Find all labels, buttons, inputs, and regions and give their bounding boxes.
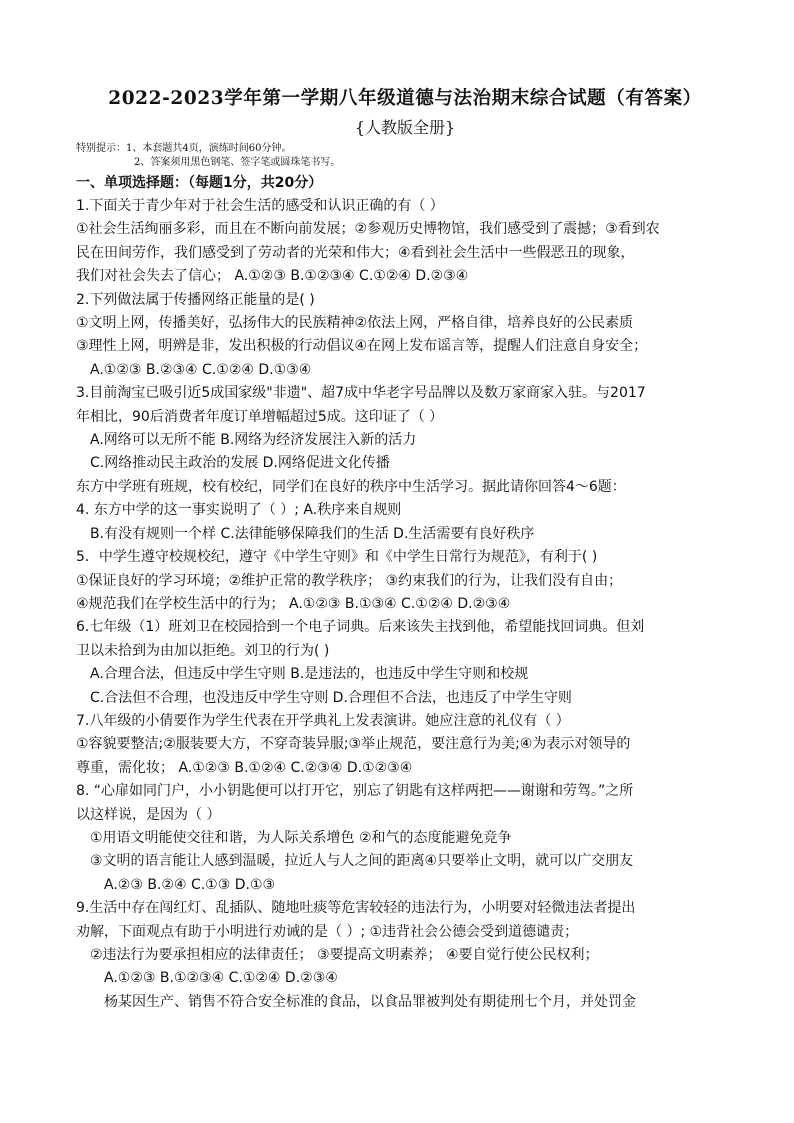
question-line: 东方中学班有班规，校有校纪，同学们在良好的秩序中生活学习。据此请你回答4～6题： <box>76 478 626 495</box>
section-heading: 一、单项选择题：（每题1分，共20分） <box>76 175 323 191</box>
question-line: 年相比，90后消费者年度订单增幅超过5成。这印证了（ ） <box>76 408 444 425</box>
question-line: 卫以未拾到为由加以拒绝。刘卫的行为( ) <box>76 642 330 659</box>
question-line: A.合理合法，但违反中学生守则 B.是违法的，也违反中学生守则和校规 <box>90 666 529 683</box>
question-line: A.①②③ B.①②③④ C.①②④ D.②③④ <box>104 970 338 987</box>
question-line: 7.八年级的小倩要作为学生代表在开学典礼上发表演讲。她应注意的礼仪有（ ） <box>76 712 570 729</box>
question-line: 9.生活中存在闯红灯、乱插队、随地吐痰等危害较轻的违法行为，小明要对轻微违法者提出 <box>76 900 636 917</box>
question-line: B.有没有规则一个样 C.法律能够保障我们的生活 D.生活需要有良好秩序 <box>90 525 535 542</box>
question-line: A.②③ B.②④ C.①③ D.①③ <box>104 876 276 893</box>
question-line: ③理性上网，明辨是非，发出积极的行动倡议④在网上发布谣言等，提醒人们注意自身安全； <box>76 338 648 355</box>
question-line: 我们对社会失去了信心； A.①②③ B.①②③④ C.①②④ D.②③④ <box>76 268 469 285</box>
question-line: C.网络推动民主政治的发展 D.网络促进文化传播 <box>90 455 390 472</box>
question-line: ①文明上网，传播美好，弘扬伟大的民族精神②依法上网，严格自律，培养良好的公民素质 <box>76 315 634 332</box>
question-line: 6.七年级（1）班刘卫在校园拾到一个电子词典。后来该失主找到他，希望能找回词典。但刘 <box>76 619 645 636</box>
exam-subtitle: {人教版全册} <box>354 118 456 137</box>
question-body <box>76 195 734 1014</box>
question-line: ①社会生活绚丽多彩，而且在不断向前发展；②参观历史博物馆，我们感受到了震撼；③看到农 <box>76 221 660 238</box>
question-line: 劝解，下面观点有助于小明进行劝诫的是（ ）; ①违背社会公德会受到道德谴责； <box>76 923 579 940</box>
question-line: 尊重，需化妆； A.①②③ B.①②④ C.②③④ D.①②③④ <box>76 759 413 776</box>
question-line: 2.下列做法属于传播网络正能量的是( ) <box>76 291 315 308</box>
question-line: 3.目前淘宝已吸引近5成国家级"非遗"、超7成中华老字号品牌以及数万家商家入驻。与2017 <box>76 385 646 402</box>
question-line: 5．中学生遵守校规校纪，遵守《中学生守则》和《中学生日常行为规范》，有利于( ) <box>76 549 598 566</box>
question-line: 以这样说，是因为（ ） <box>76 806 221 823</box>
exam-title: 2022-2023学年第一学期八年级道德与法治期末综合试题（有答案） <box>108 88 702 109</box>
question-line: 1.下面关于青少年对于社会生活的感受和认识正确的有（ ） <box>76 198 444 214</box>
question-line: ④规范我们在学校生活中的行为； A.①②③ B.①③④ C.①②④ D.②③④ <box>76 595 511 612</box>
special-tips <box>76 142 734 170</box>
tip-line-2: 2、答案须用黑色钢笔、签字笔或圆珠笔书写。 <box>134 157 341 168</box>
question-line: ②违法行为要承担相应的法律责任； ③要提高文明素养； ④要自觉行使公民权利； <box>90 947 599 963</box>
question-line: 民在田间劳作，我们感受到了劳动者的光荣和伟大；④看到社会生活中一些假恶丑的现象， <box>76 244 635 261</box>
question-line: ①保证良好的学习环境；②维护正常的教学秩序； ③约束我们的行为，让我们没有自由； <box>76 572 623 589</box>
question-line: 杨某因生产、销售不符合安全标准的食品，以食品罪被判处有期徒刑七个月，并处罚金 <box>104 993 636 1010</box>
question-line: A.①②③ B.②③④ C.①②④ D.①③④ <box>90 361 312 378</box>
question-line: C.合法但不合理，也没违反中学生守则 D.合理但不合法，也违反了中学生守则 <box>90 689 572 706</box>
question-line: ③文明的语言能让人感到温暖，拉近人与人之间的距离④只要举止文明，就可以广交朋友 <box>90 853 634 870</box>
question-line: A.网络可以无所不能 B.网络为经济发展注入新的活力 <box>90 432 417 449</box>
question-line: 8. “心扉如同门户，小小钥匙便可以打开它，别忘了钥匙有这样两把——谢谢和劳驾。”之所 <box>76 783 634 800</box>
question-line: ①用语文明能使交往和谐，为人际关系增色 ②和气的态度能避免竞争 <box>90 829 512 846</box>
question-line: ①容貌要整洁;②服装要大方，不穿奇装异服;③举止规范，要注意行为美;④为表示对领导的 <box>76 736 631 753</box>
question-line: 4. 东方中学的这一事实说明了（ ）; A.秩序来自规则 <box>76 502 402 519</box>
tip-line-1: 特别提示：1、本套题共4页，演练时间60分钟。 <box>76 143 292 154</box>
